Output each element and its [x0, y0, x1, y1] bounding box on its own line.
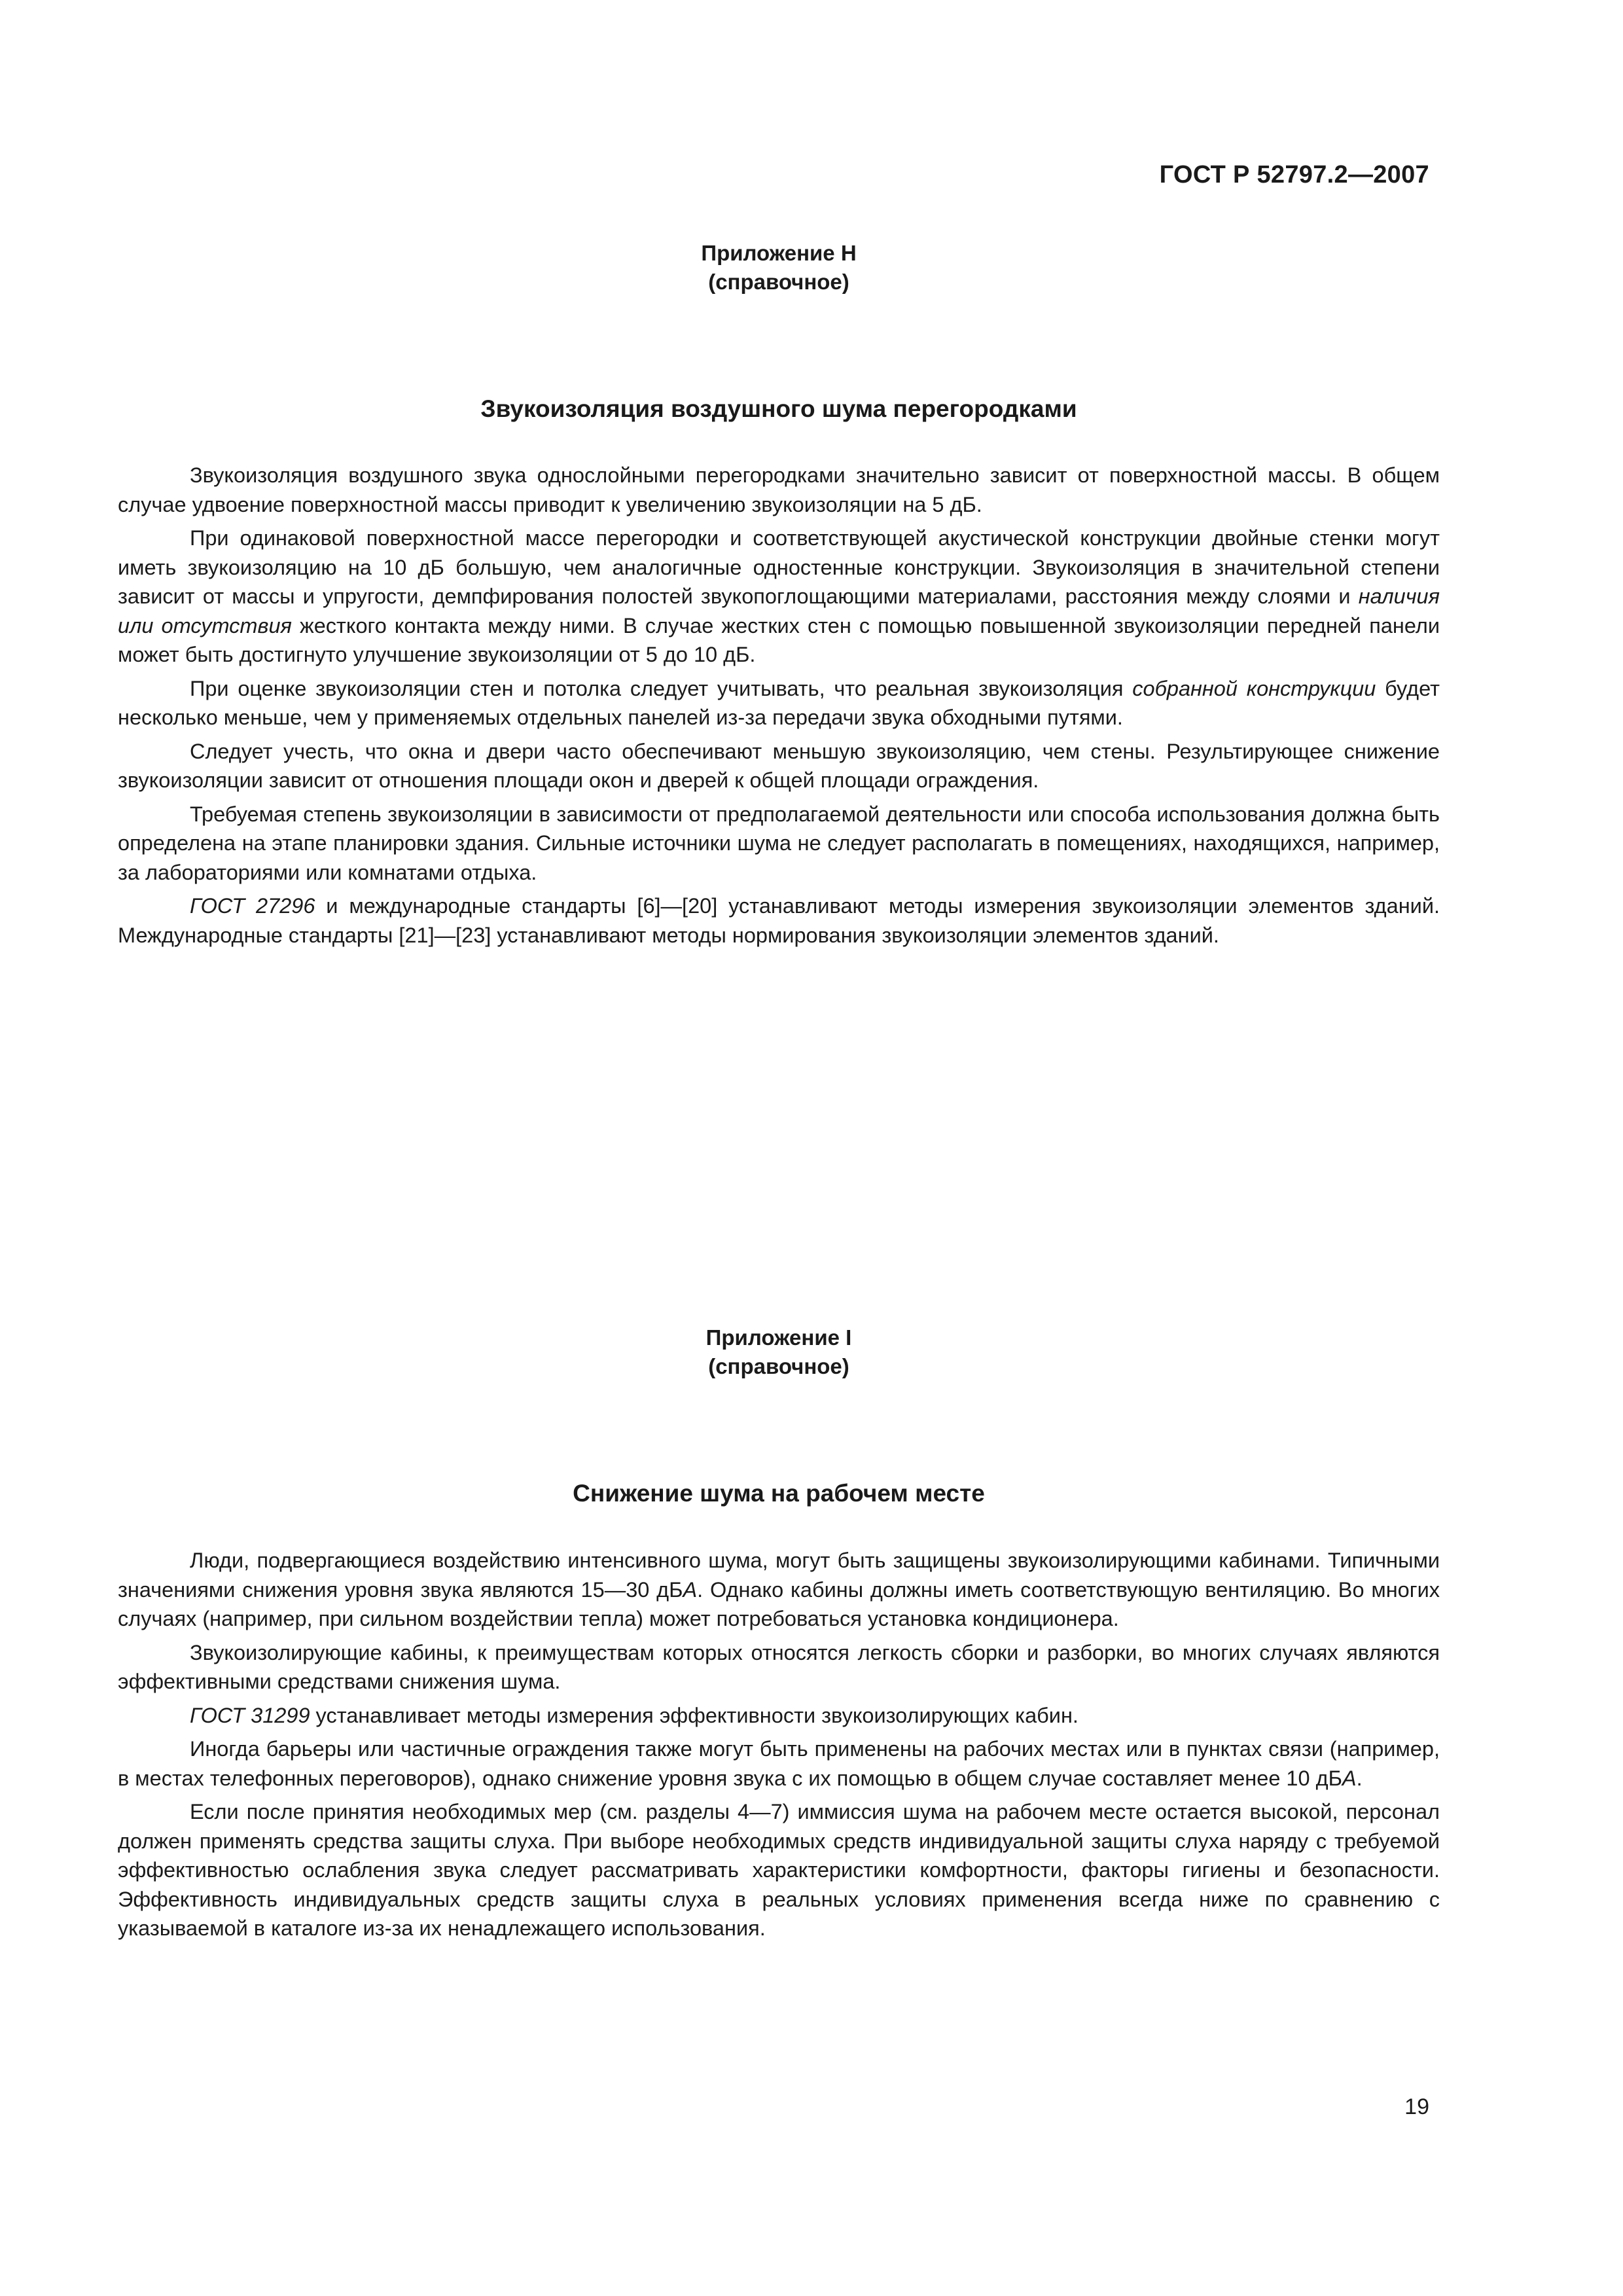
page-number: 19: [1404, 2094, 1429, 2119]
annex-h-section: [118, 239, 1440, 954]
italic-unit: А: [683, 1577, 698, 1602]
annex-h-paragraph-2: [118, 524, 1440, 670]
italic-unit: А: [1342, 1766, 1357, 1790]
annex-h-paragraph-1: Звукоизоляция воздушного звука однослойными перегородками значительно зависит от поверхностной массы. В общем случае удвоение поверхностной массы приводит к увеличению звукоизоляции на 5 дБ.: [118, 463, 1440, 516]
annex-i-title: Снижение шума на рабочем месте: [573, 1480, 985, 1507]
annex-h-paragraph-6: [118, 891, 1440, 950]
text-run: При одинаковой поверхностной массе перегородки и соответствующей акустической конструкции двойные стенки могут иметь звукоизоляцию на 10 дБ большую, чем аналогичные одностенные конструкции. Звукоизоляция в значительной степени зависит от массы и упругости, демпфирования полостей звукопоглощающими материалами, расстояния между слоями и: [118, 526, 1440, 608]
annex-i-section: [118, 1323, 1440, 1948]
text-run: будет несколько меньше, чем у применяемых отдельных панелей из-за передачи звука обходными путями.: [118, 676, 1440, 729]
annex-h-paragraph-5: Требуемая степень звукоизоляции в зависимости от предполагаемой деятельности или способа использования должна быть определена на этапе планировки здания. Сильные источники шума не следует располагать в помещениях, находящихся, например, за лабораториями или комнатами отдыха.: [118, 802, 1440, 884]
annex-h-title: Звукоизоляция воздушного шума перегородками: [480, 395, 1077, 422]
italic-emphasis: собранной конструкции: [1132, 676, 1376, 700]
text-run: . Однако кабины должны иметь соответствующую вентиляцию. Во многих случаях (например, при сильном воздействии тепла) может потребоваться установка кондиционера.: [118, 1577, 1440, 1630]
annex-i-paragraph-3: [118, 1701, 1440, 1731]
text-run: и международные стандарты [6]—[20] устанавливают методы измерения звукоизоляции элементов зданий. Международные стандарты [21]—[23] устанавливают методы нормирования звукоизоляции элементов зданий.: [118, 894, 1440, 947]
text-run: При оценке звукоизоляции стен и потолка следует учитывать, что реальная звукоизоляция: [190, 676, 1133, 700]
italic-emphasis: наличия или отсутствия: [118, 584, 1440, 637]
text-run: .: [1356, 1766, 1363, 1790]
annex-i-paragraph-2: Звукоизолирующие кабины, к преимуществам которых относятся легкость сборки и разборки, во многих случаях являются эффективными средствами снижения шума.: [118, 1640, 1440, 1693]
document-header-standard-number: ГОСТ Р 52797.2—2007: [1159, 161, 1429, 188]
text-run: жесткого контакта между ними. В случае жестких стен с помощью повышенной звукоизоляции передней панели может быть достигнуто улучшение звукоизоляции от 5 до 10 дБ.: [118, 613, 1440, 666]
annex-h-status: (справочное): [708, 270, 849, 294]
italic-standard-reference: ГОСТ 27296: [190, 894, 315, 918]
annex-i-label: Приложение I: [705, 1325, 852, 1350]
annex-h-label: Приложение Н: [701, 241, 857, 265]
text-run: устанавливает методы измерения эффективности звукоизолирующих кабин.: [310, 1703, 1079, 1727]
italic-standard-reference: ГОСТ 31299: [190, 1703, 310, 1727]
text-run: Иногда барьеры или частичные ограждения также могут быть применены на рабочих местах или в пунктах связи (например, в местах телефонных переговоров), однако снижение уровня звука с их помощью в общем случае составляет менее 10 дБ: [118, 1737, 1440, 1790]
annex-i-paragraph-5: Если после принятия необходимых мер (см. разделы 4—7) иммиссия шума на рабочем месте остается высокой, персонал должен применять средства защиты слуха. При выборе необходимых средств индивидуальной защиты слуха наряду с требуемой эффективностью ослабления звука следует рассматривать характеристики комфортности, факторы гигиены и безопасности. Эффективность индивидуальных средств защиты слуха в реальных условиях применения всегда ниже по сравнению с указываемой в каталоге из-за их ненадлежащего использования.: [118, 1800, 1440, 1940]
annex-h-paragraph-3: [118, 674, 1440, 732]
annex-h-paragraph-4: Следует учесть, что окна и двери часто обеспечивают меньшую звукоизоляцию, чем стены. Результирующее снижение звукоизоляции зависит от отношения площади окон и дверей к общей площади ограждения.: [118, 739, 1440, 792]
text-run: Люди, подвергающиеся воздействию интенсивного шума, могут быть защищены звукоизолирующими кабинами. Типичными значениями снижения уровня звука являются 15—30 дБ: [118, 1549, 1440, 1602]
annex-i-paragraph-1: [118, 1546, 1440, 1634]
annex-i-paragraph-4: [118, 1734, 1440, 1793]
annex-i-status: (справочное): [708, 1354, 849, 1378]
